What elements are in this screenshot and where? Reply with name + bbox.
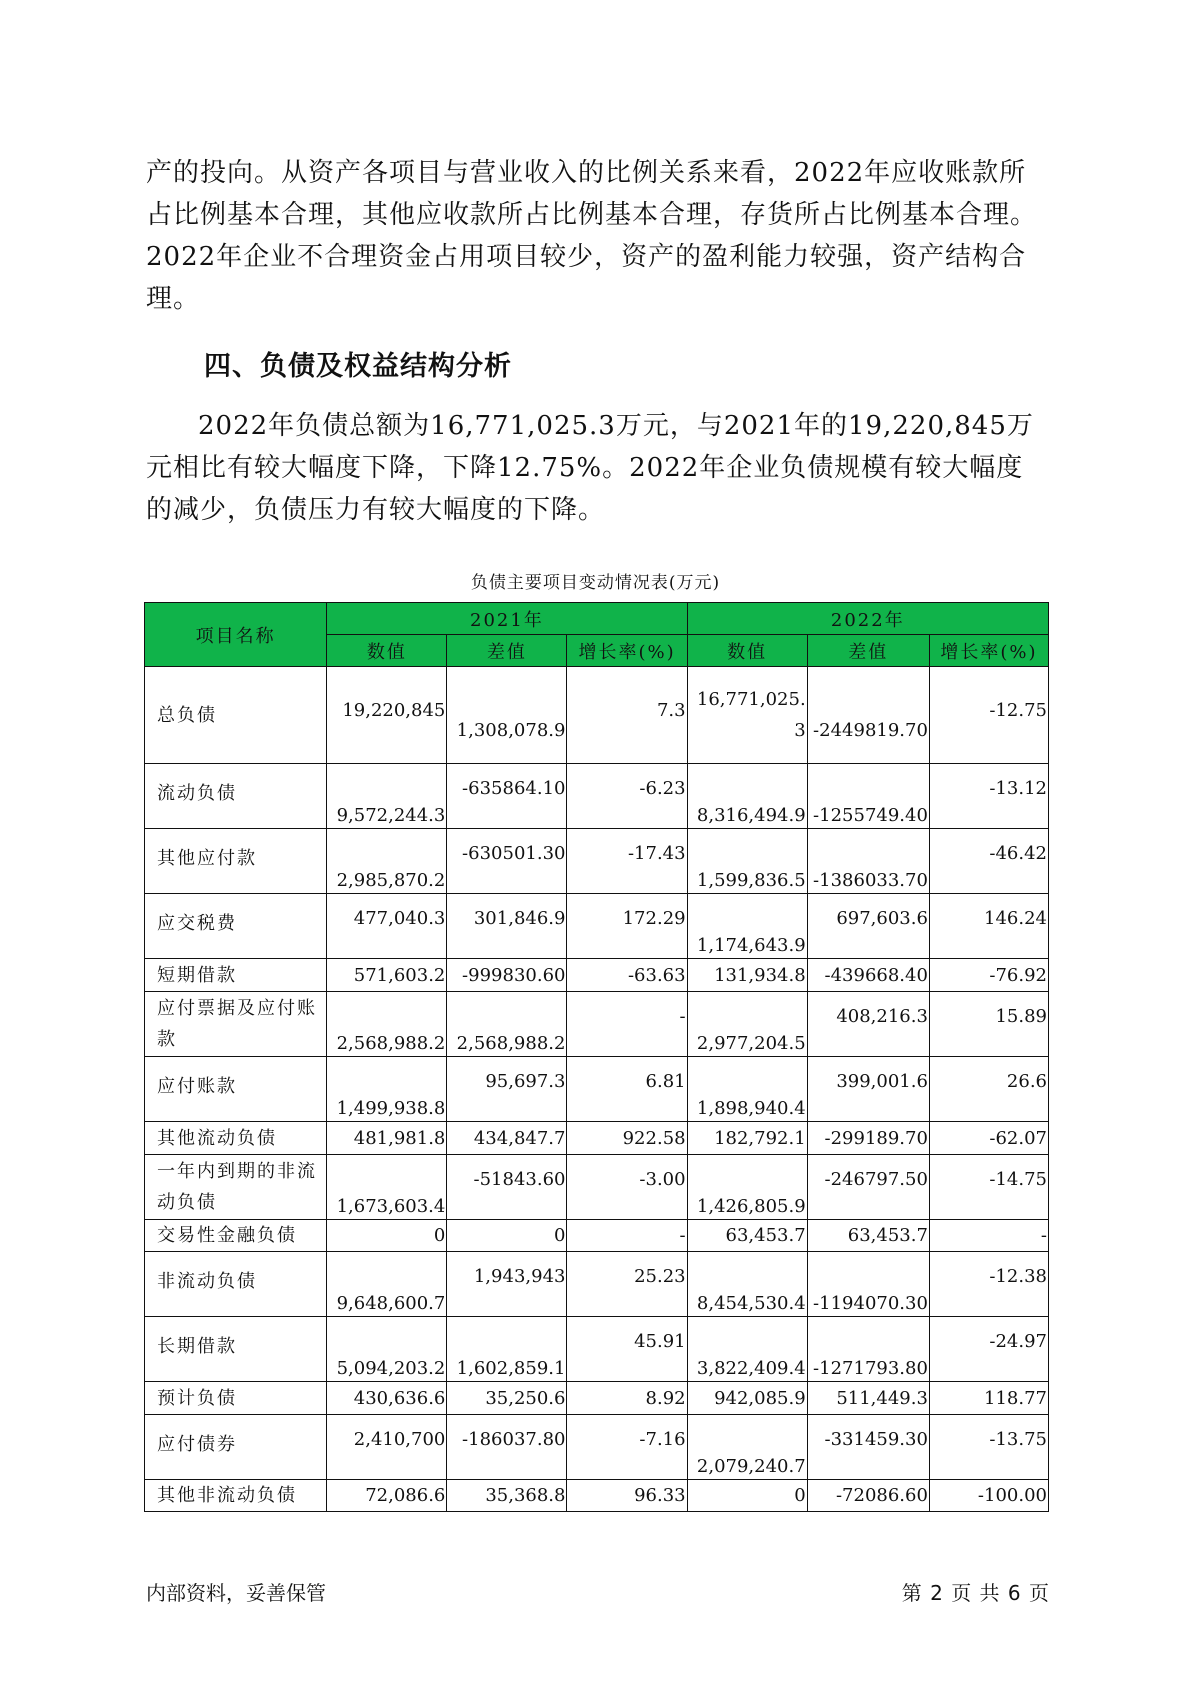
table-row bbox=[145, 1220, 1049, 1252]
row-label: 应付债券 bbox=[145, 1415, 327, 1480]
row-label: 长期借款 bbox=[145, 1317, 327, 1382]
cell: 1,308,078.9 bbox=[447, 667, 567, 764]
cell: 8.92 bbox=[567, 1382, 687, 1415]
table-row bbox=[145, 1480, 1049, 1512]
footer-confidential-note: 内部资料，妥善保管 bbox=[146, 1581, 326, 1605]
row-label: 应付票据及应付账款 bbox=[145, 992, 327, 1057]
cell: 16,771,025.3 bbox=[687, 667, 807, 764]
cell: 481,981.8 bbox=[327, 1122, 447, 1155]
table-row bbox=[145, 1317, 1049, 1382]
liabilities-table bbox=[144, 602, 1049, 1512]
body-paragraph-1: 产的投向。从资产各项目与营业收入的比例关系来看，2022年应收账款所占比例基本合理，其他应收款所占比例基本合理，存货所占比例基本合理。2022年企业不合理资金占用项目较少，资产的盈利能力较强，资产结构合理。 bbox=[146, 158, 1038, 314]
cell: 0 bbox=[327, 1220, 447, 1252]
cell: 95,697.3 bbox=[447, 1057, 567, 1122]
cell: 72,086.6 bbox=[327, 1480, 447, 1512]
cell: - bbox=[567, 1220, 687, 1252]
cell: -63.63 bbox=[567, 959, 687, 992]
subheader-diff-2021: 差值 bbox=[447, 635, 567, 667]
cell: -246797.50 bbox=[807, 1155, 929, 1220]
row-label: 其他流动负债 bbox=[145, 1122, 327, 1155]
cell: -186037.80 bbox=[447, 1415, 567, 1480]
body-paragraph-2: 2022年负债总额为16,771,025.3万元，与2021年的19,220,845万元相比有较大幅度下降，下降12.75%。2022年企业负债规模有较大幅度的减少，负债压力有较大幅度的下降。 bbox=[146, 411, 1034, 525]
cell: -630501.30 bbox=[447, 829, 567, 894]
cell: 2,079,240.7 bbox=[687, 1415, 807, 1480]
cell: 430,636.6 bbox=[327, 1382, 447, 1415]
cell: 1,943,943 bbox=[447, 1252, 567, 1317]
cell: 8,316,494.9 bbox=[687, 764, 807, 829]
cell: 408,216.3 bbox=[807, 992, 929, 1057]
table-row bbox=[145, 1252, 1049, 1317]
subheader-value-2022: 数值 bbox=[687, 635, 807, 667]
table-row bbox=[145, 829, 1049, 894]
cell: - bbox=[929, 1220, 1048, 1252]
section-heading: 四、负债及权益结构分析 bbox=[204, 351, 512, 382]
cell: -1194070.30 bbox=[807, 1252, 929, 1317]
cell: - bbox=[567, 992, 687, 1057]
table-row bbox=[145, 959, 1049, 992]
table-row bbox=[145, 1122, 1049, 1155]
cell: 146.24 bbox=[929, 894, 1048, 959]
cell: 63,453.7 bbox=[807, 1220, 929, 1252]
row-label: 总负债 bbox=[145, 667, 327, 764]
row-label: 非流动负债 bbox=[145, 1252, 327, 1317]
cell: 1,673,603.4 bbox=[327, 1155, 447, 1220]
cell: 1,602,859.1 bbox=[447, 1317, 567, 1382]
cell: -12.38 bbox=[929, 1252, 1048, 1317]
cell: 2,568,988.2 bbox=[447, 992, 567, 1057]
header-year-2022: 2022年 bbox=[687, 603, 1048, 635]
cell: -6.23 bbox=[567, 764, 687, 829]
cell: 2,568,988.2 bbox=[327, 992, 447, 1057]
header-item-name: 项目名称 bbox=[145, 603, 327, 667]
table-row bbox=[145, 764, 1049, 829]
subheader-growth-2022: 增长率(%) bbox=[929, 635, 1048, 667]
table-caption: 负债主要项目变动情况表(万元) bbox=[470, 573, 721, 593]
table-row bbox=[145, 667, 1049, 764]
cell: 301,846.9 bbox=[447, 894, 567, 959]
row-label: 交易性金融负债 bbox=[145, 1220, 327, 1252]
cell: 35,250.6 bbox=[447, 1382, 567, 1415]
cell: -1386033.70 bbox=[807, 829, 929, 894]
cell: -72086.60 bbox=[807, 1480, 929, 1512]
cell: 1,898,940.4 bbox=[687, 1057, 807, 1122]
cell: 19,220,845 bbox=[327, 667, 447, 764]
table-row bbox=[145, 1155, 1049, 1220]
cell: 3,822,409.4 bbox=[687, 1317, 807, 1382]
cell: -13.12 bbox=[929, 764, 1048, 829]
cell: 131,934.8 bbox=[687, 959, 807, 992]
cell: -46.42 bbox=[929, 829, 1048, 894]
cell: -100.00 bbox=[929, 1480, 1048, 1512]
row-label: 应付账款 bbox=[145, 1057, 327, 1122]
footer-page-number: 第 2 页 共 6 页 bbox=[901, 1581, 1050, 1605]
cell: 172.29 bbox=[567, 894, 687, 959]
table-row bbox=[145, 1057, 1049, 1122]
cell: -635864.10 bbox=[447, 764, 567, 829]
cell: 6.81 bbox=[567, 1057, 687, 1122]
cell: -14.75 bbox=[929, 1155, 1048, 1220]
cell: 571,603.2 bbox=[327, 959, 447, 992]
cell: 5,094,203.2 bbox=[327, 1317, 447, 1382]
cell: 2,985,870.2 bbox=[327, 829, 447, 894]
table-row bbox=[145, 894, 1049, 959]
cell: -1255749.40 bbox=[807, 764, 929, 829]
cell: 26.6 bbox=[929, 1057, 1048, 1122]
cell: -2449819.70 bbox=[807, 667, 929, 764]
cell: 1,499,938.8 bbox=[327, 1057, 447, 1122]
cell: 511,449.3 bbox=[807, 1382, 929, 1415]
subheader-value-2021: 数值 bbox=[327, 635, 447, 667]
cell: 15.89 bbox=[929, 992, 1048, 1057]
cell: 182,792.1 bbox=[687, 1122, 807, 1155]
row-label: 短期借款 bbox=[145, 959, 327, 992]
cell: -24.97 bbox=[929, 1317, 1048, 1382]
cell: 8,454,530.4 bbox=[687, 1252, 807, 1317]
cell: 96.33 bbox=[567, 1480, 687, 1512]
cell: 399,001.6 bbox=[807, 1057, 929, 1122]
cell: 477,040.3 bbox=[327, 894, 447, 959]
cell: 0 bbox=[687, 1480, 807, 1512]
cell: 697,603.6 bbox=[807, 894, 929, 959]
subheader-diff-2022: 差值 bbox=[807, 635, 929, 667]
cell: 63,453.7 bbox=[687, 1220, 807, 1252]
cell: -62.07 bbox=[929, 1122, 1048, 1155]
cell: -12.75 bbox=[929, 667, 1048, 764]
cell: 45.91 bbox=[567, 1317, 687, 1382]
cell: -999830.60 bbox=[447, 959, 567, 992]
row-label: 应交税费 bbox=[145, 894, 327, 959]
table-row bbox=[145, 992, 1049, 1057]
subheader-growth-2021: 增长率(%) bbox=[567, 635, 687, 667]
cell: 0 bbox=[447, 1220, 567, 1252]
cell: 1,599,836.5 bbox=[687, 829, 807, 894]
cell: 942,085.9 bbox=[687, 1382, 807, 1415]
row-label: 其他非流动负债 bbox=[145, 1480, 327, 1512]
cell: 434,847.7 bbox=[447, 1122, 567, 1155]
row-label: 流动负债 bbox=[145, 764, 327, 829]
row-label: 预计负债 bbox=[145, 1382, 327, 1415]
cell: -3.00 bbox=[567, 1155, 687, 1220]
cell: 118.77 bbox=[929, 1382, 1048, 1415]
cell: -17.43 bbox=[567, 829, 687, 894]
cell: 9,572,244.3 bbox=[327, 764, 447, 829]
header-year-2021: 2021年 bbox=[327, 603, 687, 635]
cell: 922.58 bbox=[567, 1122, 687, 1155]
cell: 1,174,643.9 bbox=[687, 894, 807, 959]
cell: 2,410,700 bbox=[327, 1415, 447, 1480]
cell: 1,426,805.9 bbox=[687, 1155, 807, 1220]
table-row bbox=[145, 1415, 1049, 1480]
cell: -76.92 bbox=[929, 959, 1048, 992]
cell: -439668.40 bbox=[807, 959, 929, 992]
cell: 35,368.8 bbox=[447, 1480, 567, 1512]
cell: 2,977,204.5 bbox=[687, 992, 807, 1057]
cell: -299189.70 bbox=[807, 1122, 929, 1155]
row-label: 一年内到期的非流动负债 bbox=[145, 1155, 327, 1220]
row-label: 其他应付款 bbox=[145, 829, 327, 894]
cell: -13.75 bbox=[929, 1415, 1048, 1480]
cell: -7.16 bbox=[567, 1415, 687, 1480]
cell: -1271793.80 bbox=[807, 1317, 929, 1382]
table-header-row-1 bbox=[145, 603, 1049, 635]
table-row bbox=[145, 1382, 1049, 1415]
cell: 7.3 bbox=[567, 667, 687, 764]
cell: -331459.30 bbox=[807, 1415, 929, 1480]
cell: 25.23 bbox=[567, 1252, 687, 1317]
cell: -51843.60 bbox=[447, 1155, 567, 1220]
cell: 9,648,600.7 bbox=[327, 1252, 447, 1317]
